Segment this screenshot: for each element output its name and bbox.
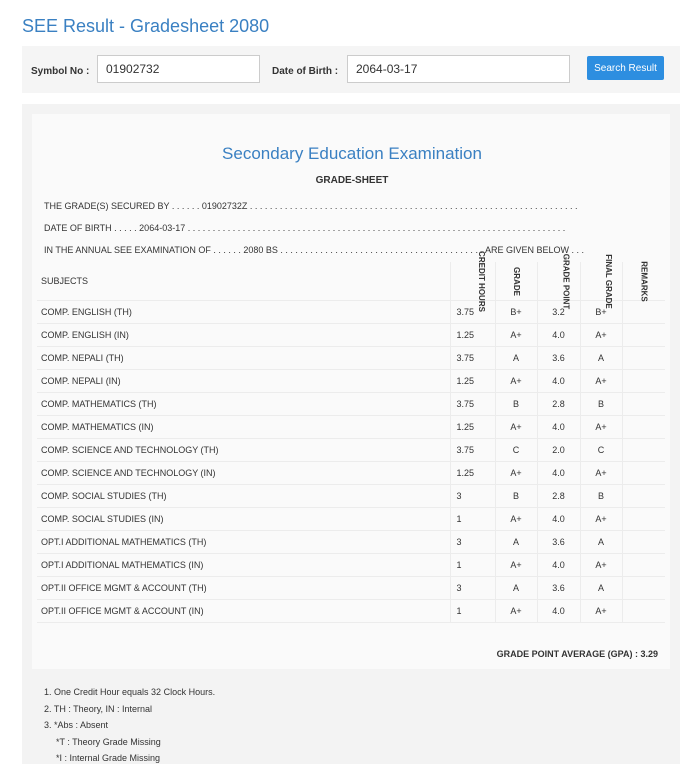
search-result-button[interactable]: Search Result [587, 56, 664, 80]
table-row [37, 301, 665, 324]
table-header-row [37, 262, 665, 301]
grade-point-cell: 3.2 [537, 301, 580, 324]
subject-cell: OPT.II OFFICE MGMT & ACCOUNT (IN) [37, 600, 450, 623]
final-grade-cell: B [580, 393, 622, 416]
grade-cell: A+ [495, 600, 537, 623]
table-row [37, 370, 665, 393]
remarks-cell [622, 416, 665, 439]
remarks-cell [622, 508, 665, 531]
dob-line: DATE OF BIRTH . . . . . 2064-03-17 . . . . . . . . . . . . . . . . . . . . . . . . . . . . . . . . . . . . . . . . . . . . . . . . . . . . . . . . . . . . . . . . . . . . . . . . . . . . [44, 223, 566, 233]
subject-cell: COMP. ENGLISH (TH) [37, 301, 450, 324]
search-bar [22, 46, 680, 93]
table-row [37, 577, 665, 600]
table-row [37, 393, 665, 416]
grade-cell: A+ [495, 324, 537, 347]
subject-cell: OPT.I ADDITIONAL MATHEMATICS (TH) [37, 531, 450, 554]
grade-cell: B [495, 485, 537, 508]
note-item: 1. One Credit Hour equals 32 Clock Hours. [44, 687, 216, 697]
grade-header [495, 262, 537, 301]
credit-hours-header-text: CREDIT HOURS [476, 251, 486, 312]
remarks-cell [622, 347, 665, 370]
remarks-cell [622, 439, 665, 462]
grade-cell: A+ [495, 462, 537, 485]
remarks-cell [622, 301, 665, 324]
grade-cell: A+ [495, 508, 537, 531]
credit-hours-cell: 1 [450, 600, 495, 623]
grade-point-cell: 4.0 [537, 416, 580, 439]
final-grade-cell: A+ [580, 554, 622, 577]
table-row [37, 485, 665, 508]
table-row [37, 439, 665, 462]
grade-cell: A+ [495, 416, 537, 439]
table-row [37, 416, 665, 439]
credit-hours-cell: 3.75 [450, 439, 495, 462]
remarks-cell [622, 531, 665, 554]
grade-cell: B+ [495, 301, 537, 324]
grade-point-cell: 3.6 [537, 577, 580, 600]
subject-cell: COMP. SCIENCE AND TECHNOLOGY (IN) [37, 462, 450, 485]
note-item: *I : Internal Grade Missing [56, 753, 161, 763]
grade-point-header-text: GRADE POINT [560, 253, 570, 310]
grade-point-cell: 4.0 [537, 370, 580, 393]
final-grade-cell: A+ [580, 600, 622, 623]
grade-cell: A [495, 531, 537, 554]
remarks-cell [622, 462, 665, 485]
final-grade-header [580, 254, 622, 309]
subject-cell: COMP. ENGLISH (IN) [37, 324, 450, 347]
grade-point-header [537, 253, 580, 310]
grade-header-text: GRADE [511, 267, 521, 296]
subject-cell: COMP. MATHEMATICS (IN) [37, 416, 450, 439]
grades-secured-line: THE GRADE(S) SECURED BY . . . . . . 01902732Z . . . . . . . . . . . . . . . . . . . . . . . . . . . . . . . . . . . . . . . . . . . . . . . . . . . . . . . . . . . . . . . . . . [44, 201, 578, 211]
note-item: 2. TH : Theory, IN : Internal [44, 703, 153, 714]
final-grade-cell: A [580, 347, 622, 370]
table-row [37, 462, 665, 485]
credit-hours-cell: 3.75 [450, 301, 495, 324]
grade-point-cell: 3.6 [537, 531, 580, 554]
remarks-cell [622, 554, 665, 577]
subjects-header: SUBJECTS [37, 262, 450, 301]
table-row [37, 508, 665, 531]
final-grade-cell: B+ [580, 301, 622, 324]
grade-point-cell: 4.0 [537, 554, 580, 577]
remarks-cell [622, 577, 665, 600]
grade-cell: C [495, 439, 537, 462]
table-row [37, 347, 665, 370]
grade-point-cell: 4.0 [537, 508, 580, 531]
grades-table [37, 251, 665, 623]
subject-cell: COMP. SOCIAL STUDIES (IN) [37, 508, 450, 531]
exam-title: Secondary Education Examination [222, 144, 482, 163]
remarks-cell [622, 324, 665, 347]
exam-year-line: IN THE ANNUAL SEE EXAMINATION OF . . . . . . 2080 BS . . . . . . . . . . . . . . . . . . . . . . . . . . . . . . . . . . . . . . . . . ARE GIVEN BELOW . . . [44, 245, 584, 255]
grade-point-cell: 2.0 [537, 439, 580, 462]
symbol-label: Symbol No : [31, 66, 90, 77]
credit-hours-cell: 3.75 [450, 393, 495, 416]
final-grade-cell: C [580, 439, 622, 462]
subject-cell: OPT.II OFFICE MGMT & ACCOUNT (TH) [37, 577, 450, 600]
gpa-text: GRADE POINT AVERAGE (GPA) : 3.29 [496, 649, 658, 659]
note-item: *T : Theory Grade Missing [56, 736, 161, 747]
subject-cell: OPT.I ADDITIONAL MATHEMATICS (IN) [37, 554, 450, 577]
remarks-cell [622, 485, 665, 508]
gradesheet-container [22, 104, 680, 764]
credit-hours-cell: 1.25 [450, 416, 495, 439]
final-grade-cell: A+ [580, 370, 622, 393]
subject-cell: COMP. MATHEMATICS (TH) [37, 393, 450, 416]
final-grade-cell: A [580, 577, 622, 600]
credit-hours-cell: 3 [450, 577, 495, 600]
table-row [37, 554, 665, 577]
table-row [37, 324, 665, 347]
subject-cell: COMP. SCIENCE AND TECHNOLOGY (TH) [37, 439, 450, 462]
dob-label: Date of Birth : [272, 66, 339, 77]
notes [44, 684, 215, 767]
final-grade-cell: A+ [580, 508, 622, 531]
subject-cell: COMP. SOCIAL STUDIES (TH) [37, 485, 450, 508]
remarks-cell [622, 600, 665, 623]
credit-hours-cell: 1 [450, 554, 495, 577]
grade-point-cell: 4.0 [537, 600, 580, 623]
subject-cell: COMP. NEPALI (IN) [37, 370, 450, 393]
grade-point-cell: 2.8 [537, 393, 580, 416]
note-item: 3. *Abs : Absent [44, 720, 109, 730]
credit-hours-cell: 1.25 [450, 462, 495, 485]
grade-point-cell: 2.8 [537, 485, 580, 508]
final-grade-cell: A+ [580, 324, 622, 347]
final-grade-cell: A+ [580, 462, 622, 485]
gradesheet-title: GRADE-SHEET [315, 175, 389, 186]
credit-hours-cell: 1.25 [450, 370, 495, 393]
grade-point-cell: 3.6 [537, 347, 580, 370]
credit-hours-cell: 3.75 [450, 347, 495, 370]
remarks-cell [622, 370, 665, 393]
remarks-header-text: REMARKS [639, 261, 649, 302]
gradesheet [32, 114, 670, 763]
final-grade-cell: B [580, 485, 622, 508]
credit-hours-cell: 3 [450, 531, 495, 554]
symbol-input[interactable] [97, 55, 260, 83]
grade-cell: A+ [495, 554, 537, 577]
grade-cell: B [495, 393, 537, 416]
grade-cell: A [495, 577, 537, 600]
dob-input[interactable] [347, 55, 570, 83]
remarks-header [622, 262, 665, 301]
subject-cell: COMP. NEPALI (TH) [37, 347, 450, 370]
credit-hours-cell: 3 [450, 485, 495, 508]
grade-cell: A [495, 347, 537, 370]
credit-hours-cell: 1.25 [450, 324, 495, 347]
table-row [37, 531, 665, 554]
final-grade-cell: A+ [580, 416, 622, 439]
remarks-cell [622, 393, 665, 416]
final-grade-cell: A [580, 531, 622, 554]
grade-point-cell: 4.0 [537, 462, 580, 485]
table-row [37, 600, 665, 623]
page-title: SEE Result - Gradesheet 2080 [22, 16, 270, 36]
final-grade-header-text: FINAL GRADE [603, 254, 613, 309]
grade-cell: A+ [495, 370, 537, 393]
credit-hours-cell: 1 [450, 508, 495, 531]
grade-point-cell: 4.0 [537, 324, 580, 347]
